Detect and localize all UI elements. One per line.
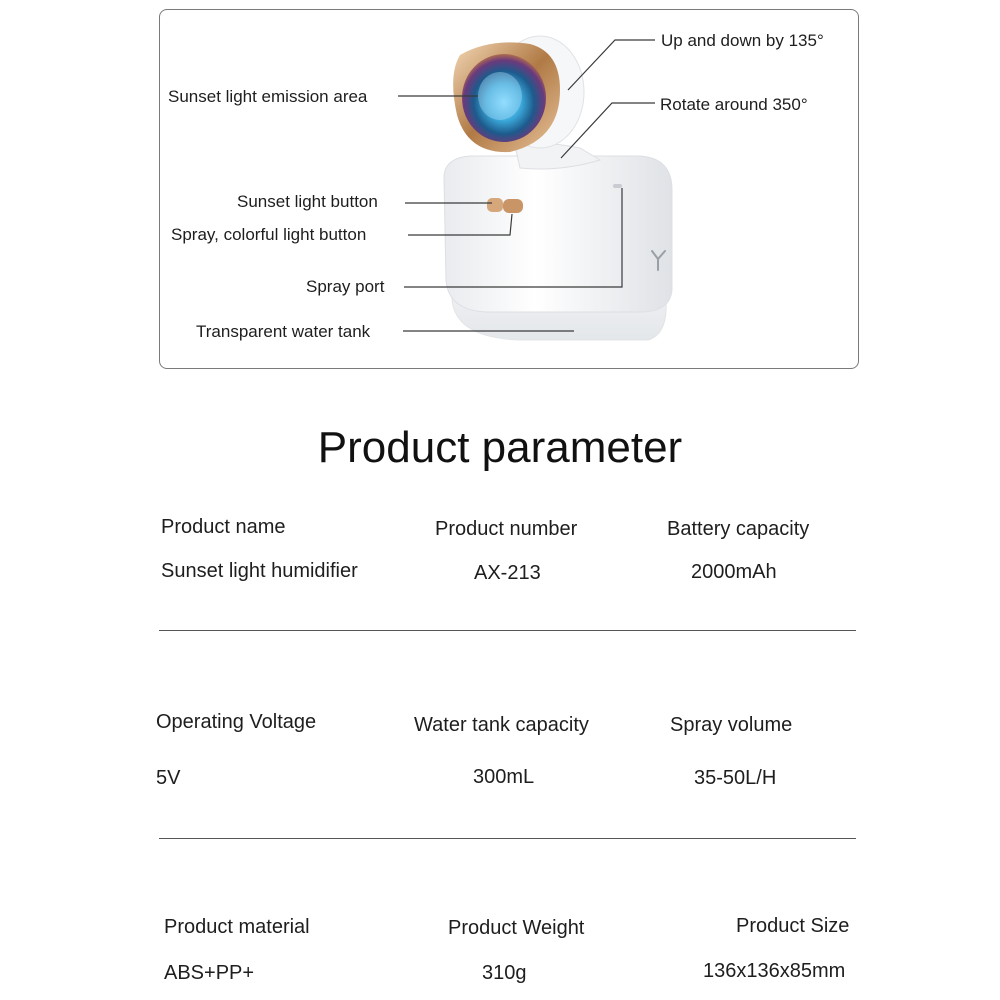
spray-port-shape <box>613 184 622 188</box>
label-emission-area: Sunset light emission area <box>168 87 368 106</box>
param-value: 2000mAh <box>691 561 777 583</box>
param-label: Battery capacity <box>667 518 810 540</box>
label-rotate: Rotate around 350° <box>660 95 808 114</box>
param-label: Product material <box>164 916 310 938</box>
param-label: Spray volume <box>670 714 793 736</box>
row-divider <box>159 630 856 631</box>
spray-light-button-shape <box>503 199 523 213</box>
param-value: 136x136x85mm <box>703 960 846 982</box>
label-spray-button: Spray, colorful light button <box>171 225 367 244</box>
param-value: ABS+PP+ <box>164 962 255 984</box>
humidifier-product-illustration <box>0 0 1000 400</box>
param-label: Operating Voltage <box>156 711 317 733</box>
param-label: Water tank capacity <box>414 714 589 736</box>
param-value: Sunset light humidifier <box>161 560 358 582</box>
param-value: 300mL <box>473 766 535 788</box>
sunset-light-button-shape <box>487 198 503 212</box>
param-value: 35-50L/H <box>694 767 777 789</box>
param-label: Product Size <box>736 915 850 937</box>
label-tilt: Up and down by 135° <box>661 31 824 50</box>
param-value: AX-213 <box>474 562 541 584</box>
param-value: 5V <box>156 767 181 789</box>
param-label: Product number <box>435 518 578 540</box>
param-label: Product Weight <box>448 917 585 939</box>
label-sunset-button: Sunset light button <box>237 192 378 211</box>
body-shape <box>444 156 672 312</box>
param-value: 310g <box>482 962 527 984</box>
row-divider <box>159 838 856 839</box>
label-spray-port: Spray port <box>306 277 385 296</box>
section-title: Product parameter <box>317 423 683 472</box>
label-water-tank: Transparent water tank <box>196 322 371 341</box>
param-label: Product name <box>161 516 286 538</box>
